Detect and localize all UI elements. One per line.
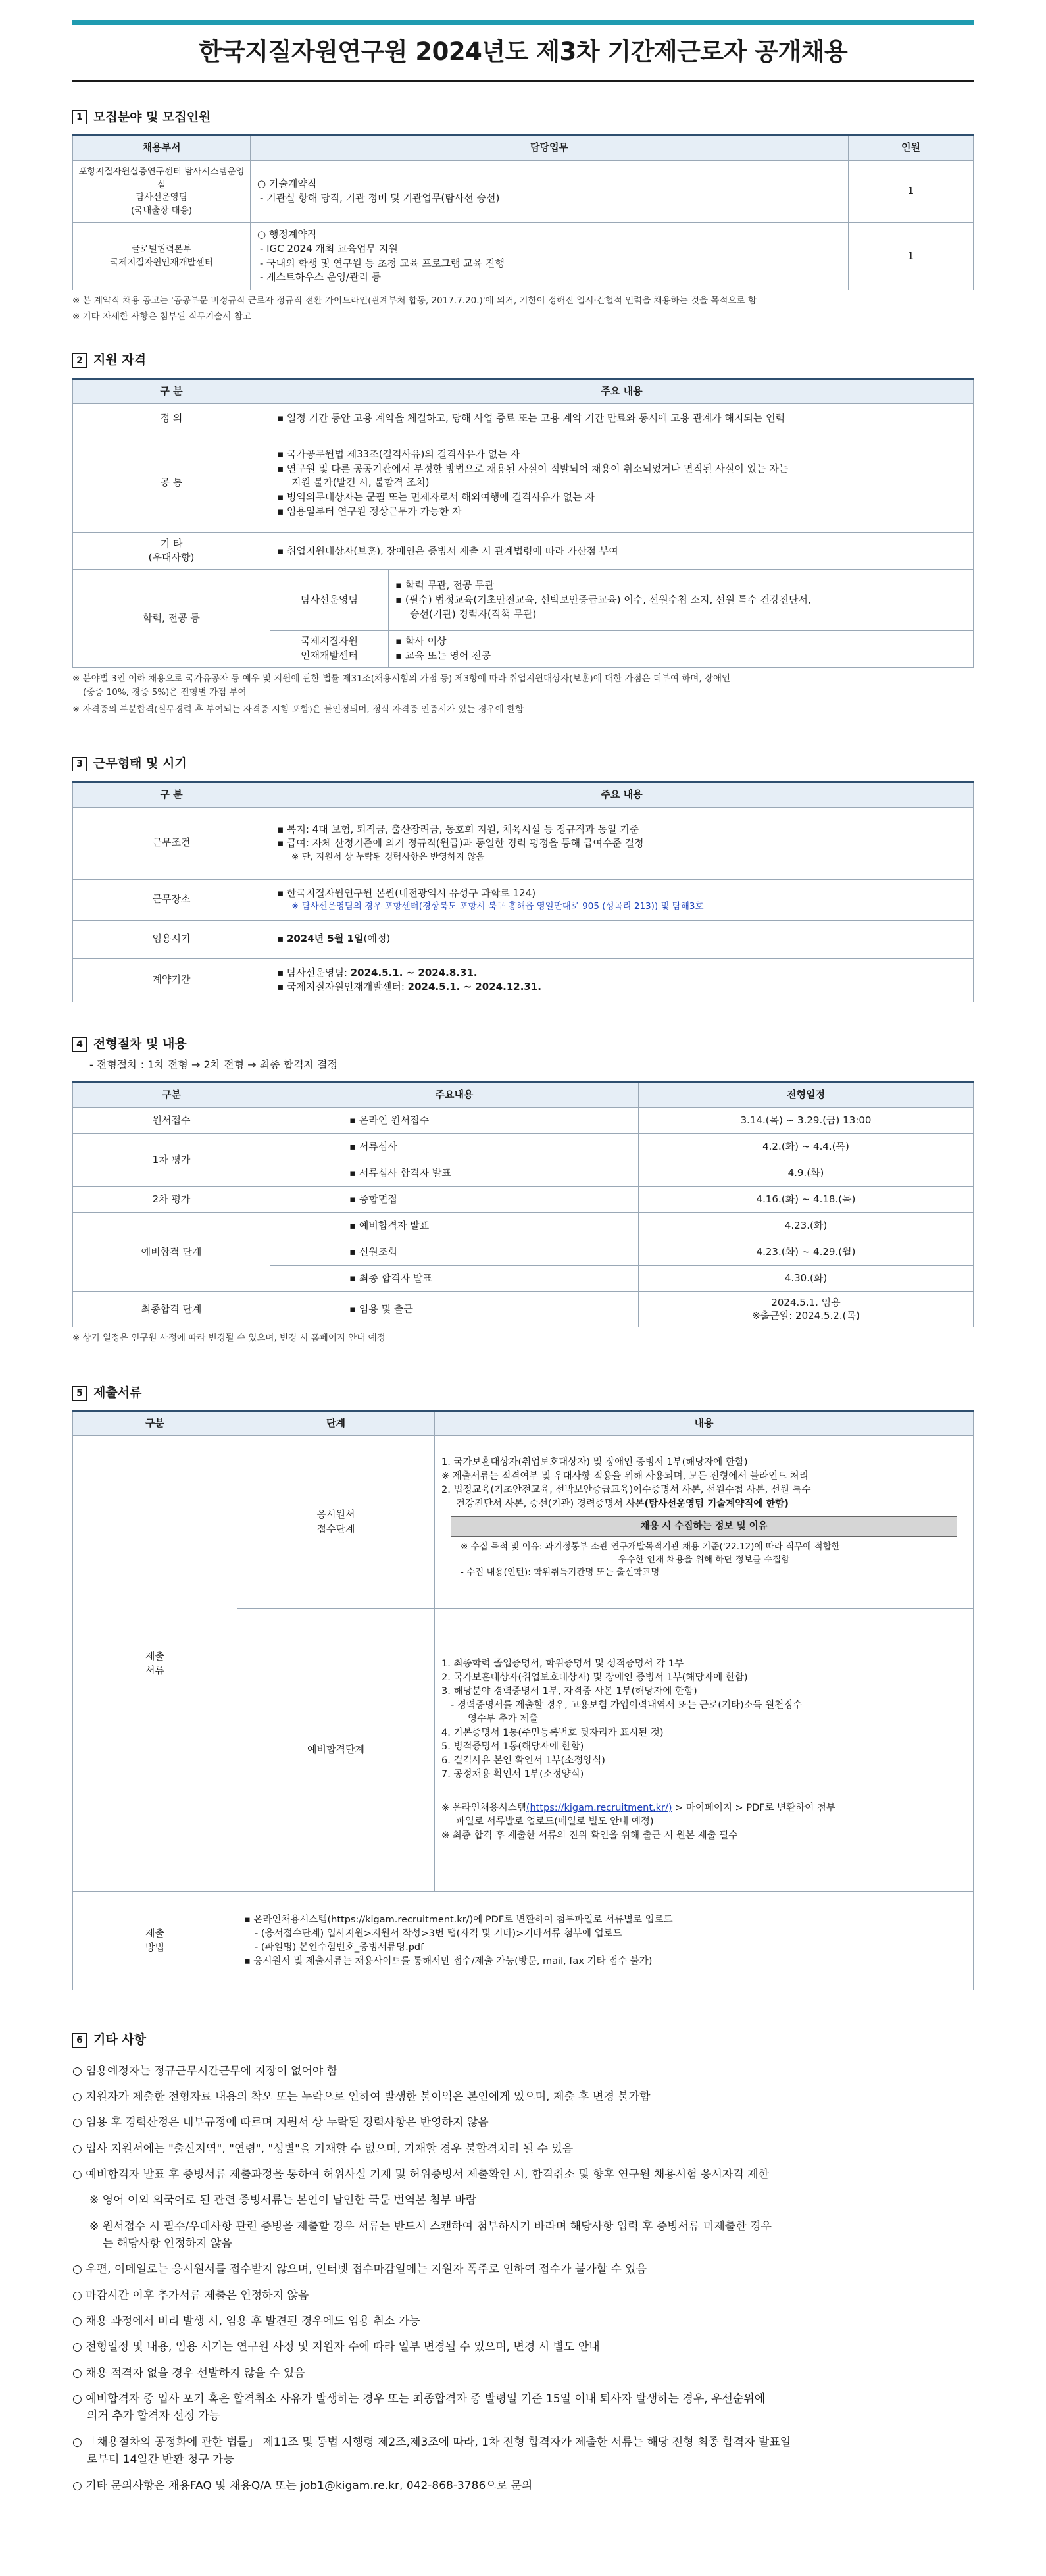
item-cell: ▪ 온라인 원서접수: [270, 1108, 639, 1134]
table-row: [73, 1108, 974, 1134]
method-item: ▪ 온라인채용시스템(https://kigam.recruitment.kr/)에 PDF로 변환하여 첨부파일로 서류별로 업로드: [244, 1914, 673, 1925]
count-cell: 1: [849, 160, 974, 222]
section-title: 전형절차 및 내용: [93, 1036, 187, 1051]
row-content: [270, 807, 974, 879]
bullet-item: ▪ (필수) 법정교육(기초안전교육, 선박보안증급교육) 이수, 선원수첩 소지, 선원 특수 건강진단서,: [395, 593, 811, 605]
list-item: ○ 임용 후 경력산정은 내부규정에 따르며 지원서 상 누락된 경력사항은 반영하지 않음: [72, 2116, 489, 2130]
list-item-cont: 는 해당사항 인정하지 않음: [103, 2237, 232, 2251]
section-heading: [72, 2031, 974, 2049]
item-cell: ▪ 종합면접: [270, 1187, 639, 1213]
row-content: [270, 434, 974, 532]
row-content: [389, 570, 974, 631]
date-cell: 4.23.(화): [639, 1213, 974, 1239]
bullet-item: ▪ 임용일부터 연구원 정상근무가 가능한 자: [277, 505, 462, 517]
item-cell: ▪ 임용 및 출근: [270, 1292, 639, 1327]
bullet: ▪: [277, 933, 287, 945]
row-content: ▪ 취업지원대상자(보훈), 장애인은 증빙서 제출 시 관계법령에 따라 가산점 부여: [270, 532, 974, 570]
section-number: 6: [72, 2033, 87, 2048]
doc-note: ※ 제출서류는 적격여부 및 우대사항 적용을 위해 사용되며, 모든 전형에서 블라인드 처리: [441, 1471, 809, 1482]
work-conditions-table: [72, 781, 974, 1002]
list-item: ○ 지원자가 제출한 전형자료 내용의 착오 또는 누락으로 인하여 발생한 불이익은 본인에게 있으며, 제출 후 변경 불가함: [72, 2090, 651, 2104]
process-summary: - 전형절차 : 1차 전형 → 2차 전형 → 최종 합격자 결정: [89, 1058, 338, 1071]
sub-label: 국제지질자원 인재개발센터: [270, 631, 389, 668]
section-title: 모집분야 및 모집인원: [93, 109, 211, 124]
other-notes-list: [72, 2063, 974, 2494]
table-row: [73, 958, 974, 1002]
list-item: ○ 예비합격자 발표 후 증빙서류 제출과정을 통하여 허위사실 기재 및 허위증빙서 제출확인 시, 합격취소 및 향후 연구원 채용시험 응시자격 제한: [72, 2168, 769, 2182]
row-label: 근무조건: [73, 807, 270, 879]
duty-cell: [251, 160, 849, 222]
info-box-line: - 수집 내용(인턴): 학위취득기관명 또는 출신학교명: [461, 1567, 660, 1578]
section-number: 1: [72, 110, 87, 124]
row-content: ▪ 일정 기간 동안 고용 계약을 체결하고, 당해 사업 종료 또는 고용 계약 기간 만료와 동시에 고용 관계가 해지되는 인력: [270, 403, 974, 434]
bullet-item-cont: 승선(기관) 경력자(직책 무관): [410, 607, 537, 620]
section-number: 2: [72, 353, 87, 368]
doc-item: 3. 해당분야 경력증명서 1부, 자격증 사본 1부(해당자에 한함): [441, 1686, 697, 1697]
bullet-item: ▪ 병역의무대상자는 군필 또는 면제자로서 해외여행에 결격사유가 없는 자: [277, 491, 595, 503]
doc-item: 1. 국가보훈대상자(취업보호대상자) 및 장애인 증빙서 1부(해당자에 한함): [441, 1457, 748, 1468]
table-row: [73, 223, 974, 290]
date-cell: 4.16.(화) ~ 4.18.(목): [639, 1187, 974, 1213]
row-content: [237, 1892, 974, 1990]
section-qualifications: [72, 351, 974, 717]
row-label: 공 통: [73, 434, 270, 532]
col-header-category: 구 분: [73, 783, 270, 808]
table-row: [73, 807, 974, 879]
section-required-documents: [72, 1384, 974, 1990]
qualifications-table: [72, 378, 974, 668]
date-cell: 4.23.(화) ~ 4.29.(월): [639, 1239, 974, 1266]
table-row: [73, 879, 974, 920]
list-item: ○ 기타 문의사항은 채용FAQ 및 채용Q/A 또는 job1@kigam.re.kr, 042-868-3786으로 문의: [72, 2479, 533, 2492]
doc-item-emphasis: (탐사선운영팀 기술계약직에 한함): [644, 1499, 789, 1510]
list-item-note: ※ 원서접수 시 필수/우대사항 관련 증빙을 제출할 경우 서류는 반드시 스캔하여 첨부하시기 바라며 해당사항 입력 후 증빙서류 미제출한 경우: [89, 2219, 772, 2233]
duty-detail: - 게스트하우스 운영/관리 등: [260, 271, 382, 284]
item-cell: ▪ 예비합격자 발표: [270, 1213, 639, 1239]
sub-label: 탐사선운영팀: [270, 570, 389, 631]
bullet-item: [277, 980, 966, 994]
col-header-category: 구분: [73, 1411, 237, 1436]
row-label: 제출 방법: [73, 1892, 237, 1990]
section-number: 5: [72, 1386, 87, 1401]
method-sub: - (파일명) 본인수험번호_증빙서류명.pdf: [255, 1942, 424, 1953]
bullet-note: ※ 탐사선운영팀의 경우 포항센터(경상북도 포항시 북구 흥해읍 영일만대로 905 (성곡리 213)) 및 탐해3호: [291, 901, 704, 912]
row-content: [389, 631, 974, 668]
table-row: [73, 1292, 974, 1327]
row-label: 제출 서류: [73, 1436, 237, 1892]
item-cell: ▪ 서류심사: [270, 1134, 639, 1160]
col-header-count: 인원: [849, 136, 974, 161]
list-item: ○ 전형일정 및 내용, 임용 시기는 연구원 사정 및 지원자 수에 따라 일부 변경될 수 있으며, 변경 시 별도 안내: [72, 2340, 600, 2354]
selection-table: [72, 1081, 974, 1327]
section-title: 기타 사항: [93, 2032, 147, 2048]
count-cell: 1: [849, 223, 974, 290]
bullet-item: ▪ 급여: 자체 산정기준에 의거 정규직(원급)과 동일한 경력 평정을 통해 급여수준 결정: [277, 837, 644, 850]
info-box-title: 채용 시 수집하는 정보 및 이유: [451, 1517, 957, 1537]
list-item: ○ 마감시간 이후 추가서류 제출은 인정하지 않음: [72, 2288, 309, 2302]
table-row: [73, 570, 974, 631]
date-cell: 3.14.(목) ~ 3.29.(금) 13:00: [639, 1108, 974, 1134]
row-label: 근무장소: [73, 879, 270, 920]
list-item: ○ 채용 과정에서 비리 발생 시, 임용 후 발견된 경우에도 임용 취소 가능: [72, 2315, 420, 2329]
col-header-duty: 담당업무: [251, 136, 849, 161]
section-heading: [72, 1384, 974, 1403]
date-cell: 4.30.(화): [639, 1266, 974, 1292]
bullet-note: ※ 단, 지원서 상 누락된 경력사항은 반영하지 않음: [291, 852, 485, 863]
section-selection-process: [72, 1035, 974, 1346]
list-item: ○ 임용예정자는 정규근무시간근무에 지장이 없어야 함: [72, 2064, 338, 2078]
bullet-item-cont: 지원 불가(발견 시, 불합격 조치): [291, 477, 430, 489]
row-label: 정 의: [73, 403, 270, 434]
doc-item-sub: - 경력증명서를 제출할 경우, 고용보험 가입이력내역서 또는 근로(기타)소득 원천징수: [451, 1699, 803, 1711]
table-row: [73, 1436, 974, 1609]
col-header-dept: 채용부서: [73, 136, 251, 161]
section-heading: [72, 351, 974, 370]
row-label: 기 타 (우대사항): [73, 532, 270, 570]
table-row: [73, 1892, 974, 1990]
doc-item-sub: 영수부 추가 제출: [468, 1713, 539, 1724]
doc-item: 6. 결격사유 본인 확인서 1부(소정양식): [441, 1755, 605, 1766]
row-label: 학력, 전공 등: [73, 570, 270, 668]
period-value: 2024.5.1. ~ 2024.12.31.: [407, 981, 541, 993]
doc-item: 5. 병적증명서 1통(해당자에 한함): [441, 1741, 584, 1752]
note: ※ 자격증의 부분합격(실무경력 후 부여되는 자격증 시험 포함)은 불인정되며, 정식 자격증 인증서가 있는 경우에 한함: [72, 704, 524, 715]
table-row: [73, 1134, 974, 1160]
section-title: 제출서류: [93, 1385, 142, 1400]
doc-note-text: ※ 온라인채용시스템: [441, 1802, 526, 1813]
list-item: ○ 채용 적격자 없을 경우 선발하지 않을 수 있음: [72, 2366, 305, 2380]
doc-item-cont: [441, 1497, 966, 1511]
start-date-suffix: (예정): [363, 933, 391, 945]
note: ※ 분야별 3인 이하 채용으로 국가유공자 등 예우 및 지원에 관한 법률 제31조(채용시험의 가점 등) 제3항에 따라 취업지원대상자(보훈)에 대한 가점은 더부여 하며, 장애인: [72, 673, 731, 684]
section-heading: [72, 755, 974, 773]
col-header-date: 전형일정: [639, 1083, 974, 1108]
col-header-item: 주요내용: [270, 1083, 639, 1108]
stage-cell: 최종합격 단계: [73, 1292, 270, 1327]
recruitment-site-link[interactable]: (https://kigam.recruitment.kr/): [526, 1802, 672, 1813]
bullet-item: ▪ 연구원 및 다른 공공기관에서 부정한 방법으로 채용된 사실이 적발되어 채용이 취소되었거나 면직된 사실이 있는 자는: [277, 462, 789, 475]
bullet-item: ▪ 학력 무관, 전공 무관: [395, 579, 494, 592]
row-content: [270, 958, 974, 1002]
page-title: 한국지질자원연구원 2024년도 제3차 기간제근로자 공개채용: [198, 38, 848, 66]
table-row: [73, 434, 974, 532]
duty-type: ○ 행정계약직: [257, 228, 317, 241]
section-heading: [72, 1035, 974, 1054]
doc-item: 2. 법정교육(기초안전교육, 선박보안증급교육)이수증명서 사본, 선원수첩 사본, 선원 특수: [441, 1485, 811, 1496]
col-header-category: 구 분: [73, 378, 270, 403]
col-header-content: 주요 내용: [270, 783, 974, 808]
col-header-content: 주요 내용: [270, 378, 974, 403]
doc-item: 7. 공정채용 확인서 1부(소정양식): [441, 1768, 584, 1780]
list-item-cont: 로부터 14일간 반환 청구 가능: [87, 2453, 234, 2467]
bullet-item: ▪ 교육 또는 영어 전공: [395, 649, 491, 661]
period-value: 2024.5.1. ~ 2024.8.31.: [350, 966, 478, 979]
stage-cell: 1차 평가: [73, 1134, 270, 1187]
section-work-conditions: [72, 755, 974, 1002]
table-row: [73, 532, 974, 570]
note: ※ 기타 자세한 사항은 첨부된 직무기술서 참고: [72, 311, 251, 322]
method-sub: - (응서접수단계) 입사지원>지원서 작성>3번 탭(자격 및 기타)>기타서류 첨부에 업로드: [255, 1928, 622, 1939]
date-cell: 4.9.(화): [639, 1160, 974, 1187]
doc-note-text: > 마이페이지 > PDF로 변환하여 첨부: [672, 1802, 835, 1813]
row-content: [270, 920, 974, 958]
duty-detail: - 국내외 학생 및 연구원 등 초청 교육 프로그램 교육 진행: [260, 257, 505, 269]
doc-note: [441, 1801, 966, 1815]
duty-detail: - IGC 2024 개최 교육업무 지원: [260, 242, 398, 255]
recruitment-table: [72, 134, 974, 290]
start-date: 2024년 5월 1일: [286, 933, 364, 945]
note-cont: (중증 10%, 경증 5%)은 전형별 가점 부여: [83, 687, 247, 698]
row-content: [435, 1609, 974, 1892]
info-collection-box: [451, 1516, 957, 1584]
duty-detail: - 기관실 항해 당직, 기관 정비 및 기관업무(탐사선 승선): [260, 192, 500, 205]
col-header-stage: 단계: [237, 1411, 435, 1436]
method-item: ▪ 응시원서 및 제출서류는 채용사이트를 통해서만 접수/제출 가능(방문, mail, fax 기타 접수 불가): [244, 1955, 653, 1967]
stage-cell: 응시원서 접수단계: [237, 1436, 435, 1609]
list-item: ○ 입사 지원서에는 "출신지역", "연령", "성별"을 기재할 수 없으며, 기재할 경우 불합격처리 될 수 있음: [72, 2142, 574, 2155]
note: ※ 본 계약직 채용 공고는 '공공부문 비정규직 근로자 정규직 전환 가이드라인(관계부처 합동, 2017.7.20.)'에 의거, 기한이 정해진 일시·간헐적 인력을 채용하는 것을 목적으로 함: [72, 296, 757, 307]
list-item: ○ 우편, 이메일로는 응시원서를 접수받지 않으며, 인터넷 접수마감일에는 지원자 폭주로 인하여 접수가 불가할 수 있음: [72, 2263, 647, 2277]
list-item-cont: 의거 추가 합격자 선정 가능: [87, 2409, 220, 2423]
duty-type: ○ 기술계약직: [257, 178, 317, 190]
doc-item: 2. 국가보훈대상자(취업보호대상자) 및 장애인 증빙서 1부(해당자에 한함): [441, 1672, 748, 1683]
doc-note: ※ 최종 합격 후 제출한 서류의 진위 확인을 위해 출근 시 원본 제출 필수: [441, 1830, 738, 1841]
title-top-bar: [72, 20, 974, 25]
period-label: ▪ 국제지질자원인재개발센터:: [277, 981, 408, 993]
table-row: [73, 1213, 974, 1239]
section-other-notes: [72, 2031, 974, 2494]
date-cell: 4.2.(화) ~ 4.4.(목): [639, 1134, 974, 1160]
doc-note-cont: 파일로 서류발로 업로드(메일로 별도 안내 예정): [456, 1816, 654, 1827]
row-content: [270, 879, 974, 920]
table-row: [73, 160, 974, 222]
note: ※ 상기 일정은 연구원 사정에 따라 변경될 수 있으며, 변경 시 홈페이지 안내 예정: [72, 1333, 386, 1344]
bullet-item: ▪ 복지: 4대 보험, 퇴직금, 출산장려금, 동호회 지원, 체육시설 등 정규직과 동일 기준: [277, 823, 639, 835]
col-header-stage: 구분: [73, 1083, 270, 1108]
bullet-item: [277, 966, 966, 981]
item-cell: ▪ 서류심사 합격자 발표: [270, 1160, 639, 1187]
row-content: [435, 1436, 974, 1609]
section-number: 4: [72, 1037, 87, 1052]
documents-table: [72, 1410, 974, 1990]
info-box-line: ※ 수집 목적 및 이유: 과기정통부 소관 연구개발목적기관 채용 기준('22.12)에 따라 직무에 적합한: [461, 1541, 840, 1553]
duty-cell: [251, 223, 849, 290]
stage-cell: 원서접수: [73, 1108, 270, 1134]
section-heading: [72, 109, 974, 127]
table-row: [73, 920, 974, 958]
table-row: [73, 403, 974, 434]
col-header-content: 내용: [435, 1411, 974, 1436]
dept-cell: 포항지질자원실증연구센터 탐사시스템운영실 탐사선운영팀 (국내출장 대응): [73, 160, 251, 222]
stage-cell: 예비합격 단계: [73, 1213, 270, 1292]
bullet-item: ▪ 학사 이상: [395, 635, 447, 648]
row-label: 계약기간: [73, 958, 270, 1002]
stage-cell: 예비합격단계: [237, 1609, 435, 1892]
section-number: 3: [72, 757, 87, 771]
bullet-item: ▪ 국가공무원법 제33조(결격사유)의 결격사유가 없는 자: [277, 448, 520, 460]
info-box-line: 우수한 인재 채용을 위해 하단 정보를 수집함: [618, 1554, 790, 1565]
date-cell: 2024.5.1. 임용 ※출근일: 2024.5.2.(목): [639, 1292, 974, 1327]
list-item: ○ 「채용절차의 공정화에 관한 법률」 제11조 및 동법 시행령 제2조,제3조에 따라, 1차 전형 합격자가 제출한 서류는 해당 전형 최종 합격자 발표일: [72, 2435, 791, 2449]
section-title: 지원 자격: [93, 353, 147, 368]
table-row: [73, 1187, 974, 1213]
title-divider: [72, 80, 974, 82]
dept-cell: 글로벌협력본부 국제지질자원인재개발센터: [73, 223, 251, 290]
row-label: 임용시기: [73, 920, 270, 958]
list-item-note: ※ 영어 이외 외국어로 된 관련 증빙서류는 본인이 날인한 국문 번역본 첨부 바람: [89, 2194, 477, 2207]
doc-item-text: 건강진단서 사본, 승선(기관) 경력증명서 사본: [456, 1499, 645, 1510]
list-item: ○ 예비합격자 중 입사 포기 혹은 합격취소 사유가 발생하는 경우 또는 최종합격자 중 발령일 기준 15일 이내 퇴사자 발생하는 경우, 우선순위에: [72, 2392, 766, 2406]
doc-item: 4. 기본증명서 1통(주민등록번호 뒷자리가 표시된 것): [441, 1727, 664, 1738]
item-cell: ▪ 신원조회: [270, 1239, 639, 1266]
section-title: 근무형태 및 시기: [93, 756, 187, 771]
stage-cell: 2차 평가: [73, 1187, 270, 1213]
section-recruitment-fields: [72, 109, 974, 324]
info-box-body: [451, 1537, 957, 1584]
period-label: ▪ 탐사선운영팀:: [277, 966, 351, 979]
bullet-item: ▪ 한국지질자원연구원 본원(대전광역시 유성구 과학로 124): [277, 887, 536, 899]
doc-item: 1. 최종학력 졸업증명서, 학위증명서 및 성적증명서 각 1부: [441, 1658, 684, 1669]
item-cell: ▪ 최종 합격자 발표: [270, 1266, 639, 1292]
